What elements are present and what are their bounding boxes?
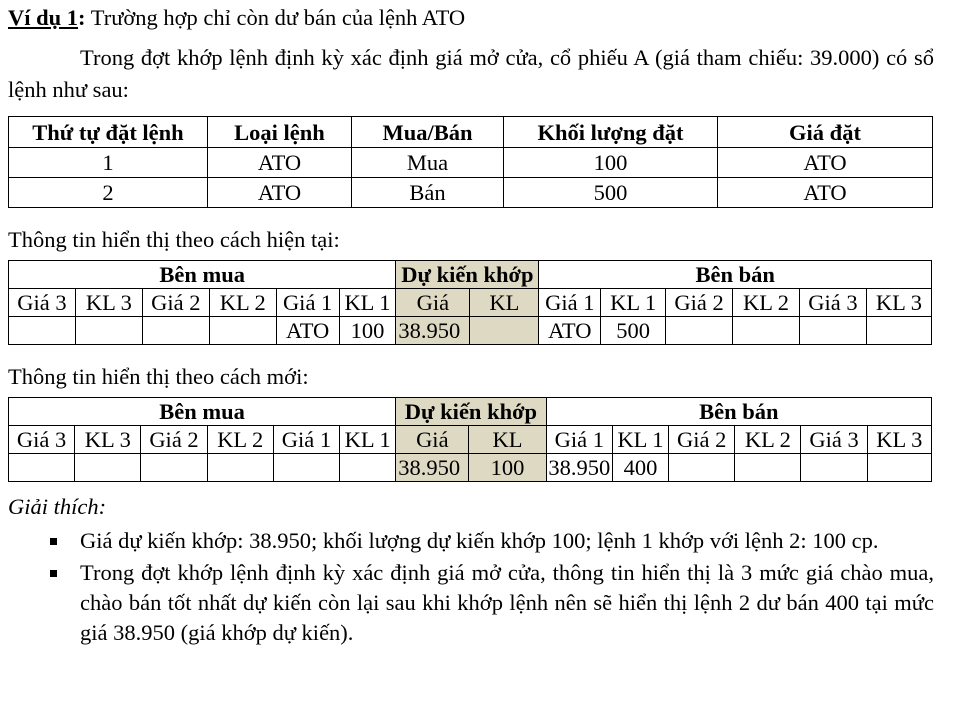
table-cell: Mua [352, 148, 504, 178]
table-cell: ATO [208, 148, 352, 178]
intro-paragraph: Trong đợt khớp lệnh định kỳ xác định giá mở cửa, cổ phiếu A (giá tham chiếu: 39.000) có sổ lệnh như sau: [8, 45, 934, 102]
column-header: KL 3 [866, 289, 931, 317]
buy-side-header: Bên mua [9, 261, 396, 289]
column-header: Giá 1 [546, 426, 612, 454]
table-cell [9, 454, 75, 482]
column-header: Khối lượng đặt [504, 117, 718, 148]
example-colon: : [78, 5, 86, 30]
column-header: Thứ tự đặt lệnh [9, 117, 208, 148]
column-header: Giá 1 [276, 289, 339, 317]
explanation-label: Giải thích: [8, 494, 107, 519]
table-cell [141, 454, 207, 482]
column-header: Giá 1 [539, 289, 601, 317]
column-header: Mua/Bán [352, 117, 504, 148]
column-header: KL [470, 289, 539, 317]
table-cell [733, 317, 800, 345]
column-header: KL 2 [733, 289, 800, 317]
table-cell: 100 [504, 148, 718, 178]
table-cell: 400 [612, 454, 668, 482]
column-header: KL 2 [209, 289, 276, 317]
table-cell: 100 [469, 454, 546, 482]
column-header: Giá 3 [799, 289, 866, 317]
table-cell [75, 317, 142, 345]
explanation-list [8, 526, 934, 648]
column-header: KL 1 [340, 426, 396, 454]
expected-match-header: Dự kiến khớp [396, 261, 539, 289]
document [8, 2, 934, 650]
example-title: Trường hợp chỉ còn dư bán của lệnh ATO [85, 5, 466, 30]
table-cell: 38.950 [546, 454, 612, 482]
list-item [8, 526, 934, 556]
example-label: Ví dụ 1 [8, 5, 79, 30]
current-display-label: Thông tin hiển thị theo cách hiện tại: [8, 227, 340, 252]
table-cell: 100 [339, 317, 396, 345]
list-item-text: Giá dự kiến khớp: 38.950; khối lượng dự kiến khớp 100; lệnh 1 khớp với lệnh 2: 100 cp. [80, 528, 879, 553]
column-header: Loại lệnh [208, 117, 352, 148]
table-cell: ATO [718, 178, 933, 208]
table-cell: ATO [208, 178, 352, 208]
column-header: Giá 2 [669, 426, 735, 454]
column-header-row [9, 426, 932, 454]
column-header-row [9, 289, 932, 317]
table-cell [669, 454, 735, 482]
table-row [9, 454, 932, 482]
column-header: KL 2 [207, 426, 273, 454]
column-header: KL [469, 426, 546, 454]
table-cell [470, 317, 539, 345]
sell-side-header: Bên bán [539, 261, 932, 289]
list-item-text: Trong đợt khớp lệnh định kỳ xác định giá mở cửa, thông tin hiển thị là 3 mức giá chào mua, chào bán tốt nhất dự kiến còn lại sau khi khớp lệnh nên sẽ hiển thị lệnh 2 dư bán 400 tại mức giá 38.950 (giá khớp dự kiến). [80, 560, 934, 645]
list-item [8, 558, 934, 648]
column-header: Giá 3 [801, 426, 867, 454]
table-row [9, 178, 933, 208]
table-cell [207, 454, 273, 482]
order-table-header [9, 117, 933, 148]
table-cell: 500 [504, 178, 718, 208]
table-cell [142, 317, 209, 345]
table-cell [273, 454, 339, 482]
column-header: KL 1 [612, 426, 668, 454]
expected-match-header: Dự kiến khớp [396, 398, 546, 426]
column-header: KL 3 [75, 426, 141, 454]
table-cell [867, 454, 931, 482]
column-header: Giá [396, 426, 469, 454]
table-cell: 38.950 [396, 454, 469, 482]
buy-side-header: Bên mua [9, 398, 396, 426]
table-cell [735, 454, 801, 482]
table-cell [340, 454, 396, 482]
column-header: Giá 3 [9, 289, 76, 317]
table-cell [75, 454, 141, 482]
table-cell: 38.950 [396, 317, 470, 345]
table-row [9, 317, 932, 345]
table-cell: 2 [9, 178, 208, 208]
current-display-table [8, 260, 932, 345]
column-header: Giá đặt [718, 117, 933, 148]
column-header: Giá 3 [9, 426, 75, 454]
table-cell: 1 [9, 148, 208, 178]
table-cell [666, 317, 733, 345]
bullet-square-icon [50, 538, 57, 545]
table-cell: ATO [718, 148, 933, 178]
group-header-row [9, 261, 932, 289]
table-cell [209, 317, 276, 345]
table-cell: 500 [601, 317, 666, 345]
table-cell [801, 454, 867, 482]
column-header: Giá 1 [273, 426, 339, 454]
example-heading [8, 2, 934, 34]
sell-side-header: Bên bán [546, 398, 931, 426]
column-header: KL 3 [75, 289, 142, 317]
column-header: KL 1 [601, 289, 666, 317]
new-display-label: Thông tin hiển thị theo cách mới: [8, 364, 309, 389]
column-header: Giá [396, 289, 470, 317]
column-header: KL 3 [867, 426, 931, 454]
table-cell: Bán [352, 178, 504, 208]
table-cell: ATO [539, 317, 601, 345]
table-cell [866, 317, 931, 345]
column-header: Giá 2 [666, 289, 733, 317]
column-header: KL 2 [735, 426, 801, 454]
column-header: Giá 2 [141, 426, 207, 454]
order-book-table [8, 116, 933, 208]
table-row [9, 148, 933, 178]
table-cell [9, 317, 76, 345]
group-header-row [9, 398, 932, 426]
column-header: Giá 2 [142, 289, 209, 317]
table-cell: ATO [276, 317, 339, 345]
column-header: KL 1 [339, 289, 396, 317]
bullet-square-icon [50, 570, 57, 577]
table-cell [799, 317, 866, 345]
new-display-table [8, 397, 932, 482]
